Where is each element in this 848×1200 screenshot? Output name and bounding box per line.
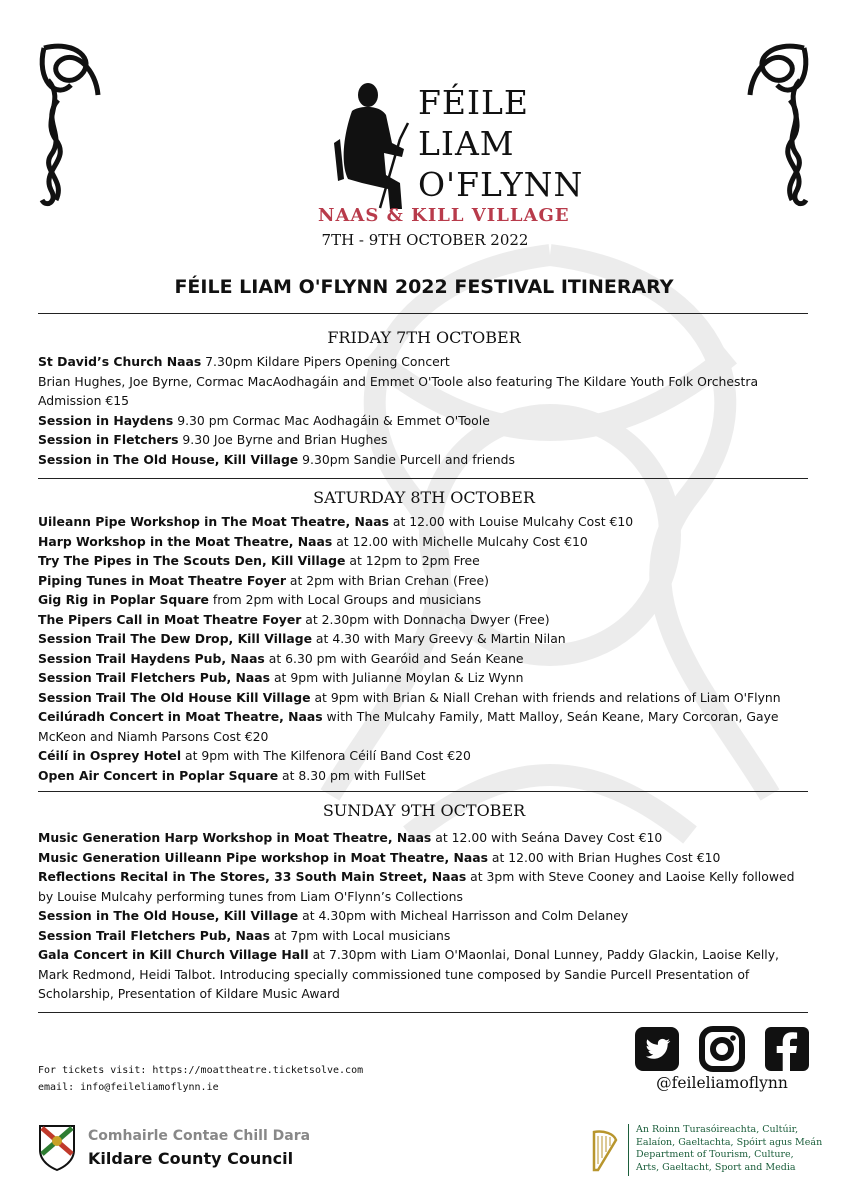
celtic-corner-right bbox=[742, 40, 812, 210]
event-item bbox=[38, 532, 813, 552]
event-venue: Try The Pipes in The Scouts Den, Kill Village bbox=[38, 553, 346, 568]
celtic-corner-left bbox=[36, 40, 106, 210]
council-crest-icon bbox=[38, 1124, 76, 1172]
event-item bbox=[38, 430, 813, 450]
event-item bbox=[38, 551, 813, 571]
event-item bbox=[38, 688, 813, 708]
day-heading-saturday: SATURDAY 8TH OCTOBER bbox=[313, 488, 535, 507]
email-link[interactable]: email: info@feileliamoflynn.ie bbox=[38, 1082, 219, 1093]
event-item bbox=[38, 450, 813, 470]
event-item bbox=[38, 766, 813, 786]
event-details: at 8.30 pm with FullSet bbox=[278, 767, 426, 783]
event-details: 9.30 Joe Byrne and Brian Hughes bbox=[178, 432, 388, 447]
event-venue: Session Trail The Dew Drop, Kill Village bbox=[38, 631, 312, 646]
event-details: at 12pm to 2pm Free bbox=[345, 553, 480, 568]
event-item bbox=[38, 848, 813, 868]
event-venue: Harp Workshop in the Moat Theatre, Naas bbox=[38, 533, 333, 549]
twitter-icon[interactable] bbox=[634, 1026, 680, 1072]
event-details: at 12.00 with Brian Hughes Cost €10 bbox=[487, 849, 721, 865]
logo-title-line: O'FLYNN bbox=[418, 165, 584, 204]
event-item bbox=[38, 707, 813, 746]
event-details: at 12.00 with Michelle Mulcahy Cost €10 bbox=[332, 533, 588, 549]
event-venue: Céilí in Osprey Hotel bbox=[38, 748, 182, 763]
event-venue: Session in Fletchers bbox=[38, 432, 179, 447]
council-logo bbox=[38, 1124, 338, 1174]
event-item bbox=[38, 372, 813, 392]
event-details: with The Mulcahy Family, Matt Malloy, Seán Keane, Mary Corcoran, Gaye McKeon and Niamh Parsons Cost €20 bbox=[38, 709, 779, 744]
department-divider bbox=[628, 1124, 629, 1176]
event-venue: Session in The Old House, Kill Village bbox=[38, 908, 299, 923]
council-name-english: Kildare County Council bbox=[88, 1149, 294, 1168]
event-details: at 9pm with The Kilfenora Céilí Band Cost €20 bbox=[181, 748, 471, 763]
events-friday bbox=[38, 352, 813, 469]
divider bbox=[38, 478, 808, 479]
event-venue: Reflections Recital in The Stores, 33 South Main Street, Naas bbox=[38, 869, 467, 884]
event-item bbox=[38, 906, 813, 926]
department-logo bbox=[590, 1124, 823, 1176]
harp-icon bbox=[590, 1128, 620, 1172]
event-venue: Ceilúradh Concert in Moat Theatre, Naas bbox=[38, 709, 323, 724]
divider bbox=[38, 791, 808, 792]
department-name-irish: An Roinn Turasóireachta, Cultúir, bbox=[636, 1124, 799, 1135]
event-item bbox=[38, 391, 813, 411]
divider bbox=[38, 1012, 808, 1013]
day-heading-sunday: SUNDAY 9TH OCTOBER bbox=[322, 801, 526, 820]
event-item bbox=[38, 828, 813, 848]
event-item bbox=[38, 926, 813, 946]
event-details: from 2pm with Local Groups and musicians bbox=[208, 592, 482, 607]
event-details: at 12.00 with Seána Davey Cost €10 bbox=[431, 830, 663, 845]
event-venue: Session Trail Fletchers Pub, Naas bbox=[38, 927, 271, 943]
event-item bbox=[38, 352, 813, 372]
event-item bbox=[38, 512, 813, 532]
facebook-icon[interactable] bbox=[764, 1026, 810, 1072]
logo-title-line: FÉILE bbox=[418, 83, 530, 122]
event-item bbox=[38, 945, 813, 1004]
tickets-link[interactable]: For tickets visit: https://moattheatre.ticketsolve.com bbox=[38, 1065, 364, 1076]
social-block bbox=[634, 1026, 810, 1092]
event-venue: St David’s Church Naas bbox=[38, 354, 202, 369]
event-details: 9.30pm Sandie Purcell and friends bbox=[298, 451, 515, 467]
event-details: at 7.30pm with Liam O'Maonlai, Donal Lunney, Paddy Glackin, Laoise Kelly, Mark Redmond, Heidi Talbot. Introducing specially commissioned tune composed by Sandie Purcell Presentation of Scholarship, Presentation of Kildare Music Award bbox=[38, 947, 779, 1001]
event-venue: Gig Rig in Poplar Square bbox=[38, 592, 209, 607]
logo-dates: 7TH - 9TH OCTOBER 2022 bbox=[321, 231, 529, 249]
social-handle: @feileliamoflynn bbox=[656, 1074, 788, 1092]
event-venue: The Pipers Call in Moat Theatre Foyer bbox=[38, 611, 302, 627]
department-name-english: Department of Tourism, Culture, bbox=[636, 1149, 794, 1160]
event-venue: Session Trail The Old House Kill Village bbox=[38, 689, 311, 705]
event-item bbox=[38, 746, 813, 766]
event-details: Admission €15 bbox=[38, 393, 130, 408]
department-name-irish: Ealaíon, Gaeltachta, Spóirt agus Meán bbox=[636, 1136, 823, 1148]
logo-title bbox=[418, 82, 583, 205]
tickets-info bbox=[38, 1062, 363, 1096]
event-details: at 4.30 with Mary Greevy & Martin Nilan bbox=[311, 631, 566, 646]
day-heading-friday: FRIDAY 7TH OCTOBER bbox=[327, 328, 521, 347]
event-details: at 9pm with Brian & Niall Crehan with friends and relations of Liam O'Flynn bbox=[310, 689, 781, 705]
events-sunday bbox=[38, 828, 813, 1004]
events-saturday bbox=[38, 512, 813, 785]
event-venue: Music Generation Harp Workshop in Moat Theatre, Naas bbox=[38, 830, 432, 845]
event-details: at 6.30 pm with Gearóid and Seán Keane bbox=[264, 650, 524, 666]
event-details: 7.30pm Kildare Pipers Opening Concert bbox=[201, 354, 450, 369]
page-title: FÉILE LIAM O'FLYNN 2022 FESTIVAL ITINERARY bbox=[174, 276, 674, 298]
event-item bbox=[38, 629, 813, 649]
event-venue: Session in The Old House, Kill Village bbox=[38, 451, 299, 467]
event-item bbox=[38, 610, 813, 630]
event-details: at 7pm with Local musicians bbox=[270, 927, 451, 943]
event-venue: Uileann Pipe Workshop in The Moat Theatre, Naas bbox=[38, 514, 389, 529]
event-details: at 4.30pm with Micheal Harrisson and Colm Delaney bbox=[298, 908, 629, 923]
event-venue: Session Trail Fletchers Pub, Naas bbox=[38, 670, 271, 685]
piper-silhouette-logo bbox=[330, 83, 420, 213]
logo-title-line: LIAM bbox=[418, 124, 515, 163]
event-details: at 12.00 with Louise Mulcahy Cost €10 bbox=[388, 514, 634, 529]
council-name-irish: Comhairle Contae Chill Dara bbox=[88, 1128, 311, 1144]
logo-subtitle: NAAS & KILL VILLAGE bbox=[318, 205, 570, 226]
event-venue: Session Trail Haydens Pub, Naas bbox=[38, 650, 265, 666]
event-details: Brian Hughes, Joe Byrne, Cormac MacAodhagáin and Emmet O'Toole also featuring The Kildare Youth Folk Orchestra bbox=[38, 373, 759, 389]
event-item bbox=[38, 867, 813, 906]
event-item bbox=[38, 668, 813, 688]
instagram-icon[interactable] bbox=[699, 1026, 745, 1072]
event-venue: Open Air Concert in Poplar Square bbox=[38, 767, 279, 783]
event-venue: Music Generation Uilleann Pipe workshop in Moat Theatre, Naas bbox=[38, 849, 488, 865]
event-details: at 9pm with Julianne Moylan & Liz Wynn bbox=[270, 670, 524, 685]
event-item bbox=[38, 590, 813, 610]
event-venue: Gala Concert in Kill Church Village Hall bbox=[38, 947, 309, 962]
event-details: 9.30 pm Cormac Mac Aodhagáin & Emmet O'Toole bbox=[173, 412, 490, 428]
event-details: at 2.30pm with Donnacha Dwyer (Free) bbox=[301, 611, 550, 627]
department-name-english: Arts, Gaeltacht, Sport and Media bbox=[636, 1161, 796, 1173]
event-details: at 2pm with Brian Crehan (Free) bbox=[285, 572, 489, 588]
event-venue: Piping Tunes in Moat Theatre Foyer bbox=[38, 572, 286, 588]
event-item bbox=[38, 571, 813, 591]
divider bbox=[38, 313, 808, 314]
event-details: at 3pm with Steve Cooney and Laoise Kelly followed by Louise Mulcahy performing tunes from Liam O'Flynn’s Collections bbox=[38, 869, 795, 904]
event-item bbox=[38, 649, 813, 669]
event-venue: Session in Haydens bbox=[38, 412, 174, 428]
event-item bbox=[38, 411, 813, 431]
